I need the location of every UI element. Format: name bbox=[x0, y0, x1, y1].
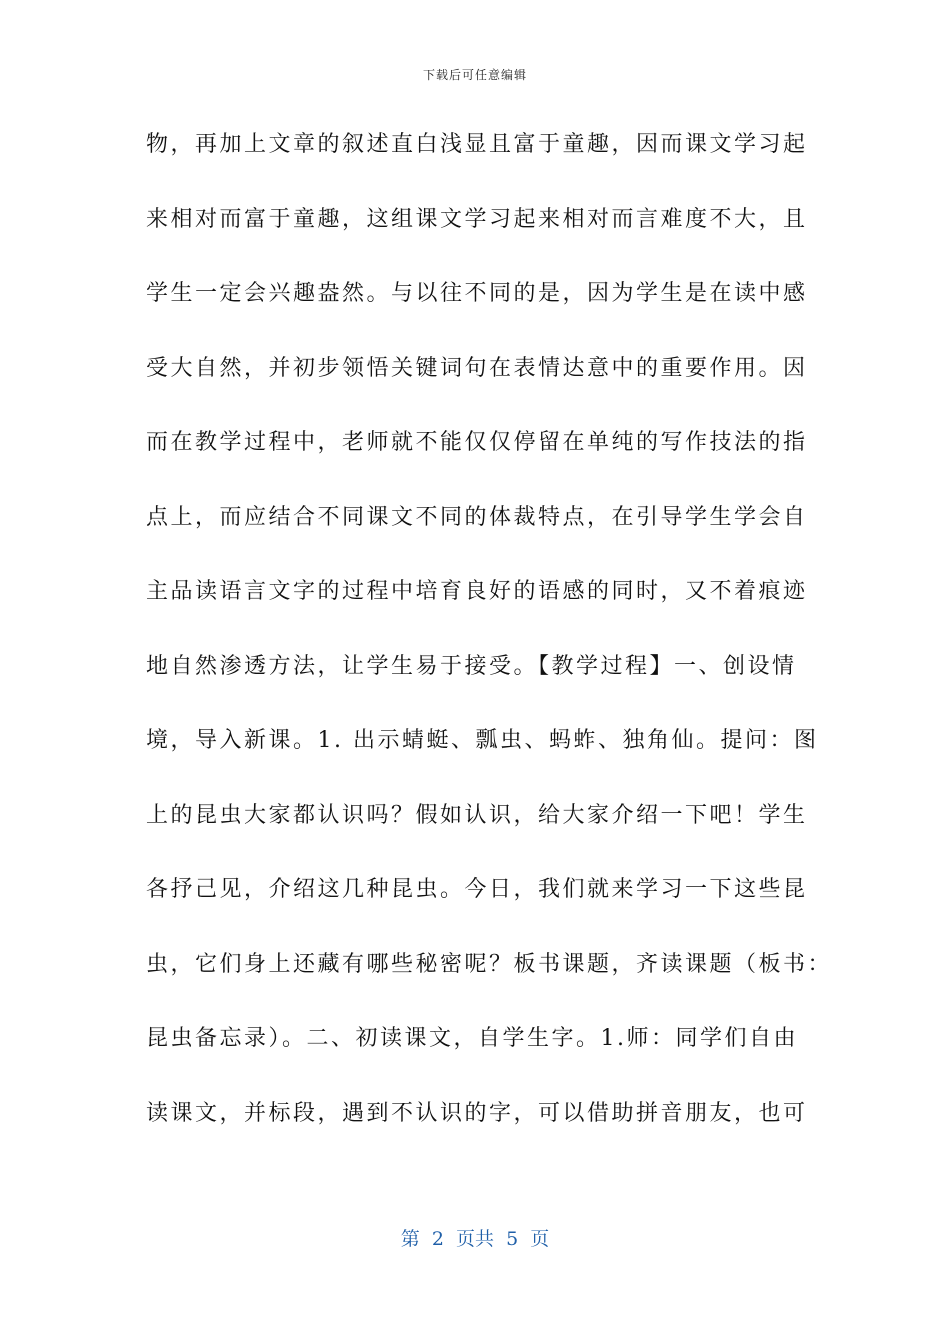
page-number-footer: 第 2 页共 5 页 bbox=[400, 1228, 550, 1250]
text-line: 地自然渗透方法，让学生易于接受。【教学过程】一、创设情 bbox=[146, 653, 797, 679]
text-line: 来相对而富于童趣，这组课文学习起来相对而言难度不大，且 bbox=[146, 206, 808, 232]
text-line: 各抒己见，介绍这几种昆虫。今日，我们就来学习一下这些昆 bbox=[146, 877, 808, 902]
text-line: 物，再加上文章的叙述直白浅显且富于童趣，因而课文学习起 bbox=[146, 132, 808, 157]
text-line: 境，导入新课。1. 出示蜻蜓、瓢虫、蚂蚱、独角仙。提问：图 bbox=[146, 728, 819, 753]
text-line: 昆虫备忘录）。二、初读课文，自学生字。1.师：同学们自由 bbox=[146, 1026, 798, 1051]
page-header-note: 下载后可任意编辑 bbox=[422, 68, 527, 82]
document-body bbox=[146, 120, 833, 1163]
text-line: 学生一定会兴趣盎然。与以往不同的是，因为学生是在读中感 bbox=[146, 281, 808, 306]
text-line: 受大自然，并初步领悟关键词句在表情达意中的重要作用。因 bbox=[146, 355, 808, 381]
text-line: 虫，它们身上还藏有哪些秘密呢？板书课题，齐读课题（板书： bbox=[146, 951, 833, 977]
text-line: 而在教学过程中，老师就不能仅仅停留在单纯的写作技法的指 bbox=[146, 430, 808, 455]
text-line: 上的昆虫大家都认识吗？假如认识，给大家介绍一下吧！学生 bbox=[146, 802, 808, 828]
text-line: 主品读语言文字的过程中培育良好的语感的同时，又不着痕迹 bbox=[146, 579, 808, 604]
text-line: 点上，而应结合不同课文不同的体裁特点，在引导学生学会自 bbox=[146, 504, 808, 530]
text-line: 读课文，并标段，遇到不认识的字，可以借助拼音朋友，也可 bbox=[146, 1100, 808, 1126]
